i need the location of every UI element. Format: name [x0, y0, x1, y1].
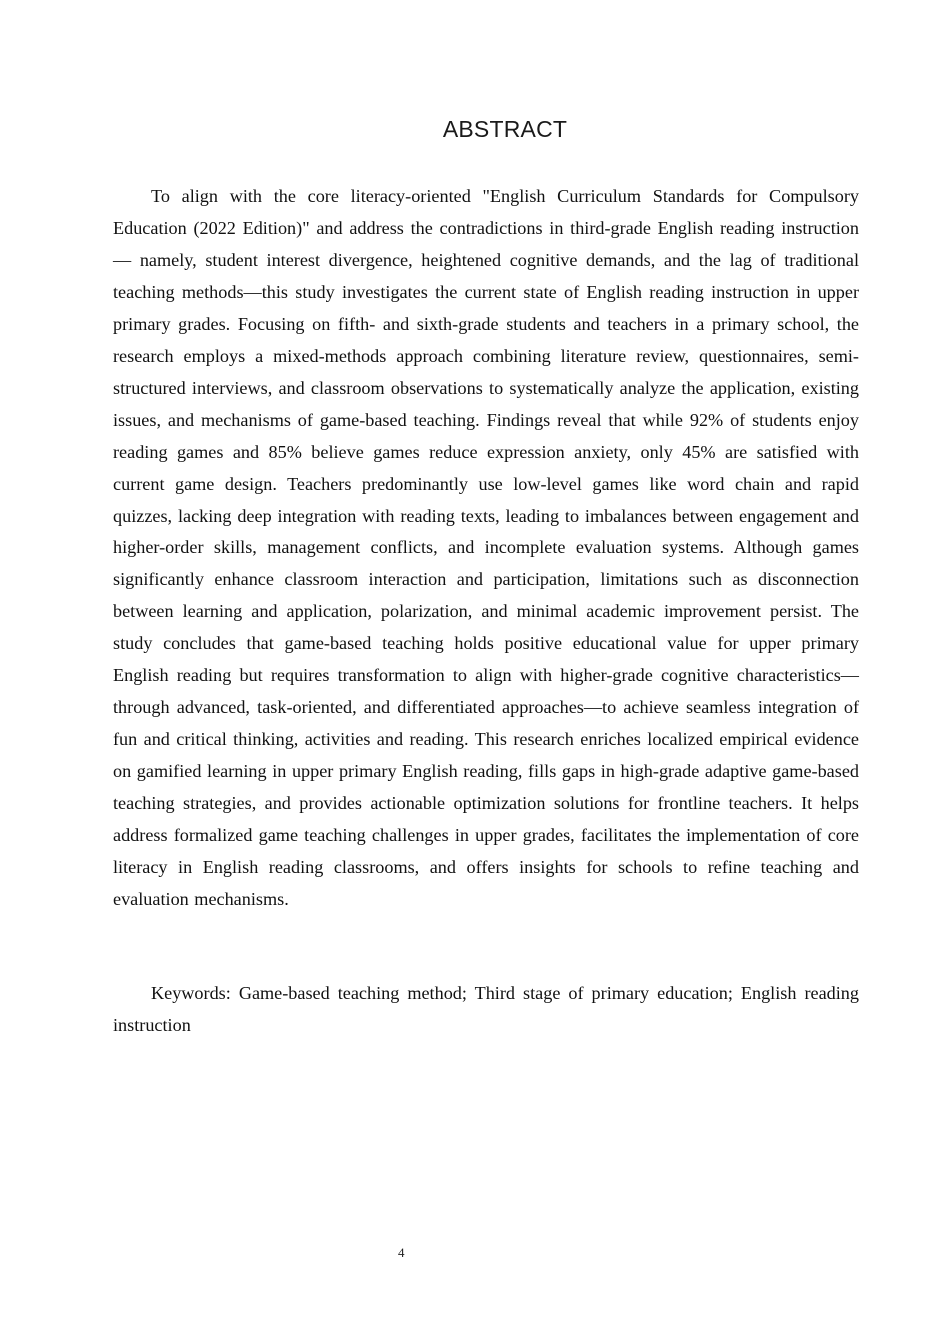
abstract-paragraph: To align with the core literacy-oriented "English Curriculum Standards for Compulsory Education (2022 Edition)" and address the contradictions in third-grade English reading instruction— namely, student interest divergence, heightened cognitive demands, and the lag of traditional teaching methods—this study investigates the current state of English reading instruction in upper primary grades. Focusing on fifth- and sixth-grade students and teachers in a primary school, the research employs a mixed-methods approach combining literature review, questionnaires, semi-structured interviews, and classroom observations to systematically analyze the application, existing issues, and mechanisms of game-based teaching. Findings reveal that while 92% of students enjoy reading games and 85% believe games reduce expression anxiety, only 45% are satisfied with current game design. Teachers predominantly use low-level games like word chain and rapid quizzes, lacking deep integration with reading texts, leading to imbalances between engagement and higher-order skills, management conflicts, and incomplete evaluation systems. Although games significantly enhance classroom interaction and participation, limitations such as disconnection between learning and application, polarization, and minimal academic improvement persist. The study concludes that game-based teaching holds positive educational value for upper primary English reading but requires transformation to align with higher-grade cognitive characteristics— through advanced, task-oriented, and differentiated approaches—to achieve seamless integration of fun and critical thinking, activities and reading. This research enriches localized empirical evidence on gamified learning in upper primary English reading, fills gaps in high-grade adaptive game-based teaching strategies, and provides actionable optimization solutions for frontline teachers. It helps address formalized game teaching challenges in upper grades, facilitates the implementation of core literacy in English reading classrooms, and offers insights for schools to refine teaching and evaluation mechanisms.: [113, 186, 859, 909]
keywords-paragraph: Keywords: Game-based teaching method; Third stage of primary education; English reading instruction: [113, 983, 859, 1035]
abstract-title: ABSTRACT: [442, 116, 568, 142]
page-number: 4: [398, 1245, 405, 1260]
